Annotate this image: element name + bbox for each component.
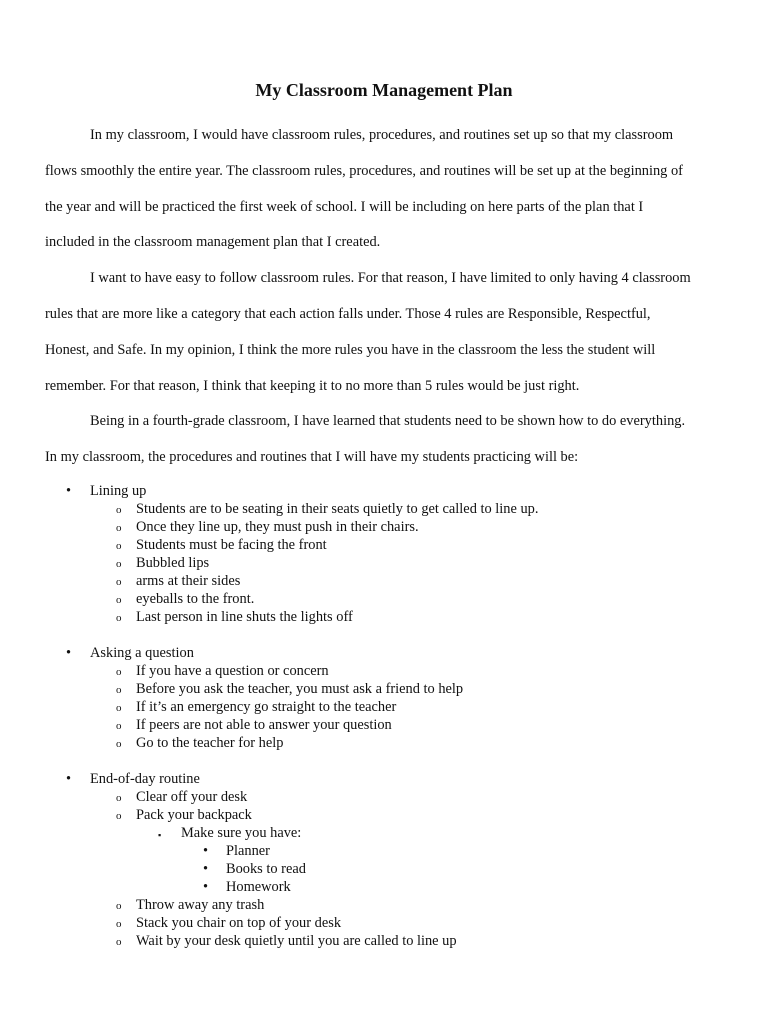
list-item-text: Asking a question (90, 645, 194, 661)
bullet-icon: • (203, 879, 209, 895)
list-item (0, 716, 768, 734)
list-item-text: End-of-day routine (90, 771, 200, 787)
list-item-text: If peers are not able to answer your question (136, 717, 392, 733)
bullet-icon: o (116, 612, 122, 624)
list-item-text: Bubbled lips (136, 555, 210, 571)
bullet-icon: o (116, 918, 122, 930)
list-item (0, 914, 768, 932)
list-item-text: Students must be facing the front (136, 537, 327, 553)
list-item-text: eyeballs to the front. (136, 591, 255, 607)
list-item-text: Planner (226, 843, 270, 859)
list-item-text: Clear off your desk (136, 789, 248, 805)
list-item-text: Lining up (90, 483, 147, 499)
list-item (0, 572, 768, 590)
list-item (0, 842, 768, 860)
list-gap (0, 626, 768, 644)
bullet-icon: o (116, 792, 122, 804)
list-item-text: If it’s an emergency go straight to the teacher (136, 699, 397, 715)
bullet-icon: o (116, 576, 122, 588)
paragraph-line: flows smoothly the entire year. The classroom rules, procedures, and routines will be set up at the beginning of (45, 162, 683, 179)
list-item (0, 680, 768, 698)
list-item (0, 536, 768, 554)
list-item-text: arms at their sides (136, 573, 241, 589)
list-item (0, 824, 768, 842)
list-item (0, 860, 768, 878)
paragraph-line: In my classroom, I would have classroom rules, procedures, and routines set up so that my classroom (90, 127, 674, 143)
bullet-icon: o (116, 666, 122, 678)
bullet-icon: o (116, 684, 122, 696)
list-item (0, 482, 768, 500)
list-item (0, 590, 768, 608)
list-item (0, 806, 768, 824)
paragraph-line: rules that are more like a category that each action falls under. Those 4 rules are Responsible, Respectful, (45, 305, 651, 322)
bullet-icon: o (116, 720, 122, 732)
list-item-text: If you have a question or concern (136, 663, 329, 679)
list-item (0, 698, 768, 716)
bullet-icon: o (116, 540, 122, 552)
list-item (0, 878, 768, 896)
bullet-icon: ▪ (158, 830, 162, 840)
list-item (0, 770, 768, 788)
bullet-icon: o (116, 900, 122, 912)
list-item-text: Make sure you have: (181, 825, 302, 841)
paragraph-line: the year and will be practiced the first week of school. I will be including on here parts of the plan that I (45, 198, 644, 215)
list-item (0, 734, 768, 752)
bullet-icon: o (116, 738, 122, 750)
list-item (0, 896, 768, 914)
page-title: My Classroom Management Plan (255, 80, 513, 100)
list-item-text: Stack you chair on top of your desk (136, 915, 342, 931)
paragraph-line: Honest, and Safe. In my opinion, I think the more rules you have in the classroom the less the student will (45, 341, 656, 358)
list-item-text: Once they line up, they must push in their chairs. (136, 519, 419, 535)
list-item (0, 554, 768, 572)
paragraph-line: included in the classroom management plan that I created. (45, 234, 381, 251)
list-item-text: Throw away any trash (136, 897, 265, 913)
paragraph-line: Being in a fourth-grade classroom, I have learned that students need to be shown how to do everything. (90, 413, 686, 430)
bullet-icon: • (203, 861, 209, 877)
bullet-icon: o (116, 522, 122, 534)
bullet-icon: • (203, 843, 209, 859)
bullet-icon: o (116, 810, 122, 822)
bullet-icon: o (116, 558, 122, 570)
list-item-text: Last person in line shuts the lights off (136, 609, 353, 625)
bullet-icon: o (116, 594, 122, 606)
bullet-icon: • (66, 645, 72, 661)
bullet-icon: • (66, 483, 72, 499)
list-item-text: Wait by your desk quietly until you are called to line up (136, 933, 457, 949)
list-item-text: Pack your backpack (136, 807, 252, 823)
list-item-text: Students are to be seating in their seats quietly to get called to line up. (136, 501, 539, 517)
body-paragraphs (45, 118, 725, 476)
list-item-text: Before you ask the teacher, you must ask a friend to help (136, 681, 464, 697)
list-item (0, 518, 768, 536)
bullet-icon: o (116, 936, 122, 948)
list-item (0, 932, 768, 950)
list-item (0, 644, 768, 662)
list-item (0, 662, 768, 680)
list-item (0, 500, 768, 518)
bullet-icon: o (116, 504, 122, 516)
list-item (0, 608, 768, 626)
bullet-icon: o (116, 702, 122, 714)
list-item-text: Go to the teacher for help (136, 735, 284, 751)
paragraph-line: I want to have easy to follow classroom rules. For that reason, I have limited to only having 4 classroom (90, 270, 691, 287)
list-gap (0, 752, 768, 770)
list-item-text: Books to read (226, 861, 306, 877)
list-item (0, 788, 768, 806)
paragraph-line: remember. For that reason, I think that keeping it to no more than 5 rules would be just right. (45, 377, 580, 394)
bullet-icon: • (66, 771, 72, 787)
list-item-text: Homework (226, 879, 291, 895)
paragraph-line: In my classroom, the procedures and routines that I will have my students practicing will be: (45, 449, 579, 466)
procedures-list (0, 482, 768, 950)
